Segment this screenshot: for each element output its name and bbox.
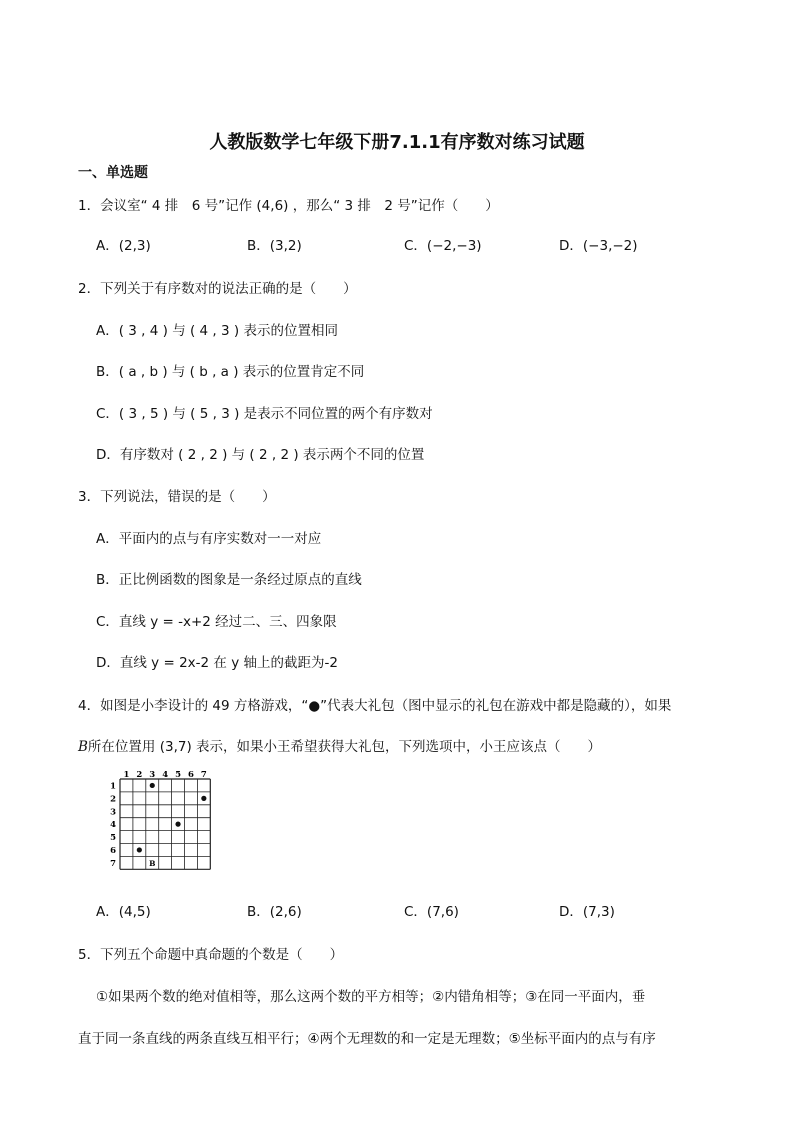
question-2-stem: 2．下列关于有序数对的说法正确的是（ ） bbox=[78, 281, 357, 297]
question-4-stem-line2 bbox=[78, 735, 601, 755]
question-4-option-b: B．(2,6) bbox=[247, 904, 302, 920]
question-3-option-a: A．平面内的点与有序实数对一一对应 bbox=[96, 531, 322, 547]
question-1-option-b: B．(3,2) bbox=[247, 238, 302, 254]
grid-row-label: 6 bbox=[110, 845, 116, 856]
section-heading: 一、单选题 bbox=[78, 165, 148, 181]
question-1-stem: 1．会议室“ 4 排 6 号”记作 (4,6) ，那么“ 3 排 2 号”记作（ ） bbox=[78, 198, 499, 214]
grid-marker-b: B bbox=[149, 858, 156, 868]
question-4-stem-line2-text: 所在位置用 (3,7) 表示，如果小王希望获得大礼包，下列选项中，小王应该点（ ） bbox=[87, 739, 602, 755]
question-1-option-d: D．(−3,−2) bbox=[559, 238, 638, 254]
question-3-stem: 3．下列说法，错误的是（ ） bbox=[78, 489, 276, 505]
question-2-option-d: D．有序数对 ( 2 , 2 ) 与 ( 2 , 2 ) 表示两个不同的位置 bbox=[96, 447, 425, 463]
question-4-option-c: C．(7,6) bbox=[404, 904, 459, 920]
question-3-option-b: B．正比例函数的图象是一条经过原点的直线 bbox=[96, 572, 362, 588]
gift-dot bbox=[137, 847, 142, 852]
grid-svg bbox=[106, 769, 216, 877]
grid-col-label: 2 bbox=[136, 770, 143, 780]
question-2-option-c: C．( 3 , 5 ) 与 ( 5 , 3 ) 是表示不同位置的两个有序数对 bbox=[96, 406, 433, 422]
grid-col-label: 7 bbox=[200, 770, 207, 780]
question-5-body-line1: ①如果两个数的绝对值相等，那么这两个数的平方相等；②内错角相等；③在同一平面内，垂 bbox=[96, 989, 646, 1005]
grid-figure bbox=[106, 769, 216, 877]
grid-row-label: 2 bbox=[110, 794, 116, 805]
gift-dot bbox=[175, 822, 180, 827]
question-5-body-line2: 直于同一条直线的两条直线互相平行；④两个无理数的和一定是无理数；⑤坐标平面内的点与有序 bbox=[78, 1031, 656, 1047]
page-title: 人教版数学七年级下册7.1.1有序数对练习试题 bbox=[209, 132, 585, 153]
grid-row-label: 1 bbox=[110, 781, 116, 792]
gift-dot bbox=[150, 783, 155, 788]
question-2-option-a: A．( 3 , 4 ) 与 ( 4 , 3 ) 表示的位置相同 bbox=[96, 323, 338, 339]
grid-col-label: 6 bbox=[187, 770, 194, 780]
gift-dot bbox=[201, 796, 206, 801]
variable-b: B bbox=[78, 739, 88, 755]
question-2-option-b: B．( a , b ) 与 ( b , a ) 表示的位置肯定不同 bbox=[96, 364, 365, 380]
question-5-stem: 5．下列五个命题中真命题的个数是（ ） bbox=[78, 947, 344, 963]
grid-col-label: 4 bbox=[162, 770, 169, 780]
question-4-stem-line1: 4．如图是小李设计的 49 方格游戏，“●”代表大礼包（图中显示的礼包在游戏中都是隐藏的），如果 bbox=[78, 698, 672, 714]
question-4-option-d: D．(7,3) bbox=[559, 904, 615, 920]
question-1-option-a: A．(2,3) bbox=[96, 238, 151, 254]
grid-row-label: 3 bbox=[110, 807, 116, 818]
question-3-option-c: C．直线 y = -x+2 经过二、三、四象限 bbox=[96, 614, 337, 630]
question-4-option-a: A．(4,5) bbox=[96, 904, 151, 920]
grid-col-label: 3 bbox=[149, 770, 156, 780]
question-3-option-d: D．直线 y = 2x-2 在 y 轴上的截距为-2 bbox=[96, 655, 338, 671]
grid-col-label: 5 bbox=[175, 770, 182, 780]
question-1-option-c: C．(−2,−3) bbox=[404, 238, 482, 254]
grid-row-label: 5 bbox=[110, 833, 116, 844]
grid-row-label: 7 bbox=[110, 858, 116, 869]
grid-row-label: 4 bbox=[110, 820, 116, 831]
grid-col-label: 1 bbox=[123, 770, 130, 780]
